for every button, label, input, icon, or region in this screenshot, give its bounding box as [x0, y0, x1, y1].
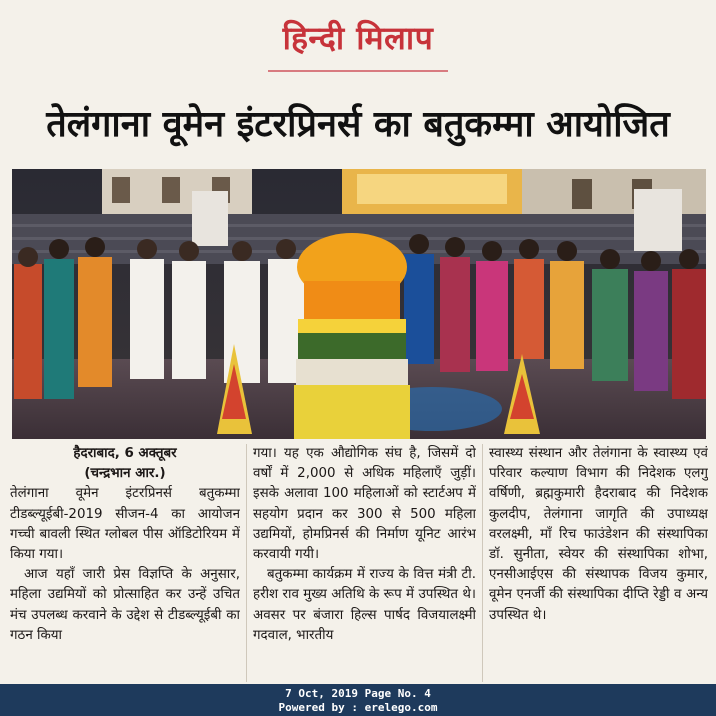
- newspaper-name: हिन्दी मिलाप: [282, 19, 434, 57]
- paragraph: स्वास्थ्य संस्थान और तेलंगाना के स्वास्थ्य एवं परिवार कल्याण विभाग की निदेशक एलगु वर्षिणी, ब्रह्मकुमारी हैदराबाद की निदेशक कुलदीप, तेलंगाना जागृति की उपाध्यक्ष वरलक्ष्मी, माँ रिच फाउंडेशन की संस्थापिका डॉ. सुनीता, स्वेयर की संस्थापिका शोभा, एनसीआईएस की संस्थापक विजय कुमार, वूमेन एनर्जी की संस्थापिका दीप्ति रेड्डी व अन्य उपस्थित थे।: [489, 446, 708, 623]
- paragraph: आज यहाँ जारी प्रेस विज्ञप्ति के अनुसार, महिला उद्यमियों को प्रोत्साहित कर उन्हें उचित मंच उपलब्ध करवाने के उद्देश से टीडब्ल्यूईबी का गठन किया: [10, 567, 240, 643]
- news-photo: [12, 169, 706, 439]
- bathukamma-icon: [294, 233, 410, 439]
- article-headline: तेलंगाना वूमेन इंटरप्रिनर्स का बतुकम्मा आयोजित: [46, 104, 670, 145]
- photo-illustration: [12, 169, 706, 439]
- footer-powered-by: Powered by : erelego.com: [278, 701, 438, 714]
- masthead: [0, 0, 716, 84]
- masthead-underline: [268, 70, 448, 72]
- article-body: [10, 444, 708, 682]
- paragraph: बतुकम्मा कार्यक्रम में राज्य के वित्त मंत्री टी. हरीश राव मुख्य अतिथि के रूप में उपस्थित थे। अवसर पर बंजारा हिल्स पार्षद विजयालक्ष्मी गदवाल, भारतीय: [253, 567, 476, 643]
- article-column-2: [246, 444, 476, 682]
- byline: (चन्द्रभान आर.): [84, 466, 166, 482]
- article-column-1: [10, 444, 240, 682]
- paragraph: गया। यह एक औद्योगिक संघ है, जिसमें दो वर्षों में 2,000 से अधिक महिलाएँ जुड़ीं। इसके अलावा 100 महिलाओं को स्टार्टअप में सहयोग प्रदान कर 300 से 500 महिला उद्यमियों, होमप्रिनर्स की निर्माण यूनिट आरंभ करवायी गयी।: [253, 446, 476, 563]
- dateline: हैदराबाद, 6 अक्तूबर: [73, 446, 177, 461]
- footer-date-page: 7 Oct, 2019 Page No. 4: [285, 687, 431, 700]
- article-column-3: [482, 444, 708, 682]
- paragraph: तेलंगाना वूमेन इंटरप्रिनर्स बतुकम्मा टीडब्ल्यूईबी-2019 सीजन-4 का आयोजन गच्ची बावली स्थित ग्लोबल पीस ऑडिटोरियम में किया गया।: [10, 486, 240, 563]
- page-footer: [0, 684, 716, 716]
